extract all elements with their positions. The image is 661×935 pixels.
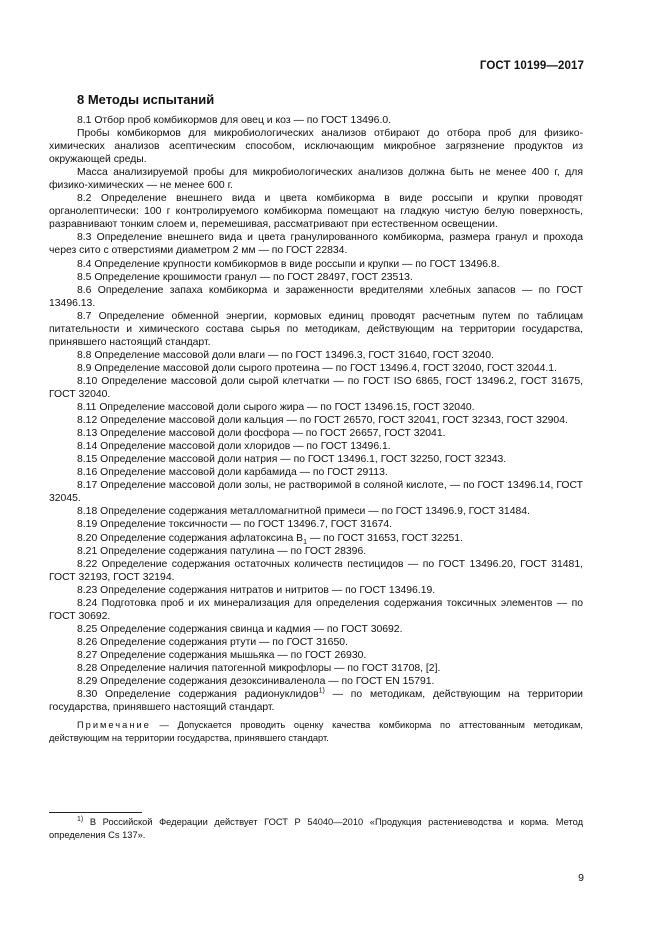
paragraph: 8.29 Определение содержания дезоксиниваленола — по ГОСТ EN 15791.	[77, 676, 435, 688]
paragraph: 8.28 Определение наличия патогенной микрофлоры — по ГОСТ 31708, [2].	[77, 662, 441, 674]
paragraph: 8.1 Отбор проб комбикормов для овец и коз — по ГОСТ 13496.0.	[77, 115, 392, 126]
paragraph: Масса анализируемой пробы для микробиологических анализов должна быть не менее 400 г, для физико-химических — не менее 600 г.	[49, 167, 583, 192]
page-number: 9	[578, 872, 584, 884]
paragraph: 8.23 Определение содержания нитратов и нитритов — по ГОСТ 13496.19.	[77, 584, 436, 596]
footnote-divider	[49, 812, 142, 813]
paragraph: 8.27 Определение содержания мышьяка — по ГОСТ 26930.	[77, 649, 367, 661]
paragraph: 8.10 Определение массовой доли сырой клетчатки — по ГОСТ ISO 6865, ГОСТ 13496.2, ГОСТ 31675, ГОСТ 32040.	[49, 375, 583, 400]
text-part: 8.30 Определение содержания радионуклидов	[77, 689, 319, 701]
paragraph: 8.7 Определение обменной энергии, кормовых единиц проводят расчетным путем по таблицам питательности и химического состава сырья по методикам, действующим на территории государства, принявшего настоящий стандарт.	[49, 310, 583, 348]
paragraph: 8.24 Подготовка проб и их минерализация для определения содержания токсичных элементов — по ГОСТ 30692.	[49, 597, 583, 622]
paragraph-radionuclides	[49, 688, 583, 714]
paragraph: 8.14 Определение массовой доли хлоридов — по ГОСТ 13496.1.	[77, 441, 391, 453]
paragraph: 8.21 Определение содержания патулина — по ГОСТ 28396.	[77, 545, 367, 557]
text-part: — по ГОСТ 31653, ГОСТ 32251.	[307, 532, 463, 544]
section-body	[49, 114, 583, 744]
paragraph: 8.26 Определение содержания ртути — по ГОСТ 31650.	[77, 636, 348, 648]
paragraph: 8.22 Определение содержания остаточных количеств пестицидов — по ГОСТ 13496.20, ГОСТ 31481, ГОСТ 32193, ГОСТ 32194.	[49, 558, 583, 583]
footnote-ref: 1)	[318, 687, 325, 695]
note-text: — Допускается проводить оценку качества комбикорма по аттестованным методикам, действующим на территории государства, принявшего стандарт.	[49, 720, 583, 743]
document-code: ГОСТ 10199—2017	[479, 60, 584, 72]
text-part: — по методикам, действующим на территории государства, принявшего настоящий стандарт.	[49, 689, 583, 714]
paragraph: 8.6 Определение запаха комбикорма и зараженности вредителями хлебных запасов — по ГОСТ 13496.13.	[49, 284, 583, 309]
paragraph: 8.11 Определение массовой доли сырого жира — по ГОСТ 13496.15, ГОСТ 32040.	[77, 402, 475, 414]
paragraph: 8.9 Определение массовой доли сырого протеина — по ГОСТ 13496.4, ГОСТ 32040, ГОСТ 32044.1.	[77, 362, 557, 374]
note	[49, 719, 583, 744]
paragraph: 8.5 Определение крошимости гранул — по ГОСТ 28497, ГОСТ 23513.	[77, 271, 413, 283]
paragraph: 8.12 Определение массовой доли кальция — по ГОСТ 26570, ГОСТ 32041, ГОСТ 32343, ГОСТ 32904.	[77, 415, 568, 427]
section-title: 8 Методы испытаний	[77, 92, 215, 107]
paragraph: 8.16 Определение массовой доли карбамида — по ГОСТ 29113.	[77, 467, 388, 479]
paragraph: 8.3 Определение внешнего вида и цвета гранулированного комбикорма, размера гранул и прохода через сито с отверстиями диаметром 2 мм — по ГОСТ 22834.	[49, 232, 583, 257]
paragraph: 8.19 Определение токсичности — по ГОСТ 13496.7, ГОСТ 31674.	[77, 519, 393, 531]
text-part: 8.20 Определение содержания афлатоксина B	[77, 532, 304, 544]
paragraph: 8.25 Определение содержания свинца и кадмия — по ГОСТ 30692.	[77, 623, 403, 635]
paragraph: Пробы комбикормов для микробиологических анализов отбирают до отбора проб для физико-химических анализов асептическим способом, исключающим микробное загрязнение продуктов из окружающей среды.	[49, 128, 583, 166]
footnote-text: В Российской Федерации действует ГОСТ Р 54040—2010 «Продукция растениеводства и корма. Метод определения Cs 137».	[49, 817, 583, 840]
footnote-marker: 1)	[77, 815, 84, 823]
paragraph: 8.17 Определение массовой доли золы, не растворимой в соляной кислоте, — по ГОСТ 13496.14, ГОСТ 32045.	[49, 480, 583, 505]
paragraph: 8.8 Определение массовой доли влаги — по ГОСТ 13496.3, ГОСТ 31640, ГОСТ 32040.	[77, 349, 494, 361]
paragraph: 8.13 Определение массовой доли фосфора — по ГОСТ 26657, ГОСТ 32041.	[77, 428, 446, 440]
paragraph: 8.4 Определение крупности комбикормов в виде россыпи и крупки — по ГОСТ 13496.8.	[77, 258, 500, 270]
paragraph: 8.2 Определение внешнего вида и цвета комбикорма в виде россыпи и крупки проводят органолептически: 100 г контролируемого комбикорма помещают на гладкую чистую белую поверхность, разравнивают тонким слоем и, перемешивая, рассматривают при естественном освещении.	[49, 193, 583, 231]
subscript: 1	[303, 538, 307, 546]
paragraph-aflatoxin	[49, 532, 583, 545]
note-label: Примечание	[77, 720, 151, 731]
footnote	[49, 816, 583, 842]
paragraph: 8.18 Определение содержания металломагнитной примеси — по ГОСТ 13496.9, ГОСТ 31484.	[77, 506, 530, 518]
paragraph: 8.15 Определение массовой доли натрия — по ГОСТ 13496.1, ГОСТ 32250, ГОСТ 32343.	[77, 454, 507, 466]
